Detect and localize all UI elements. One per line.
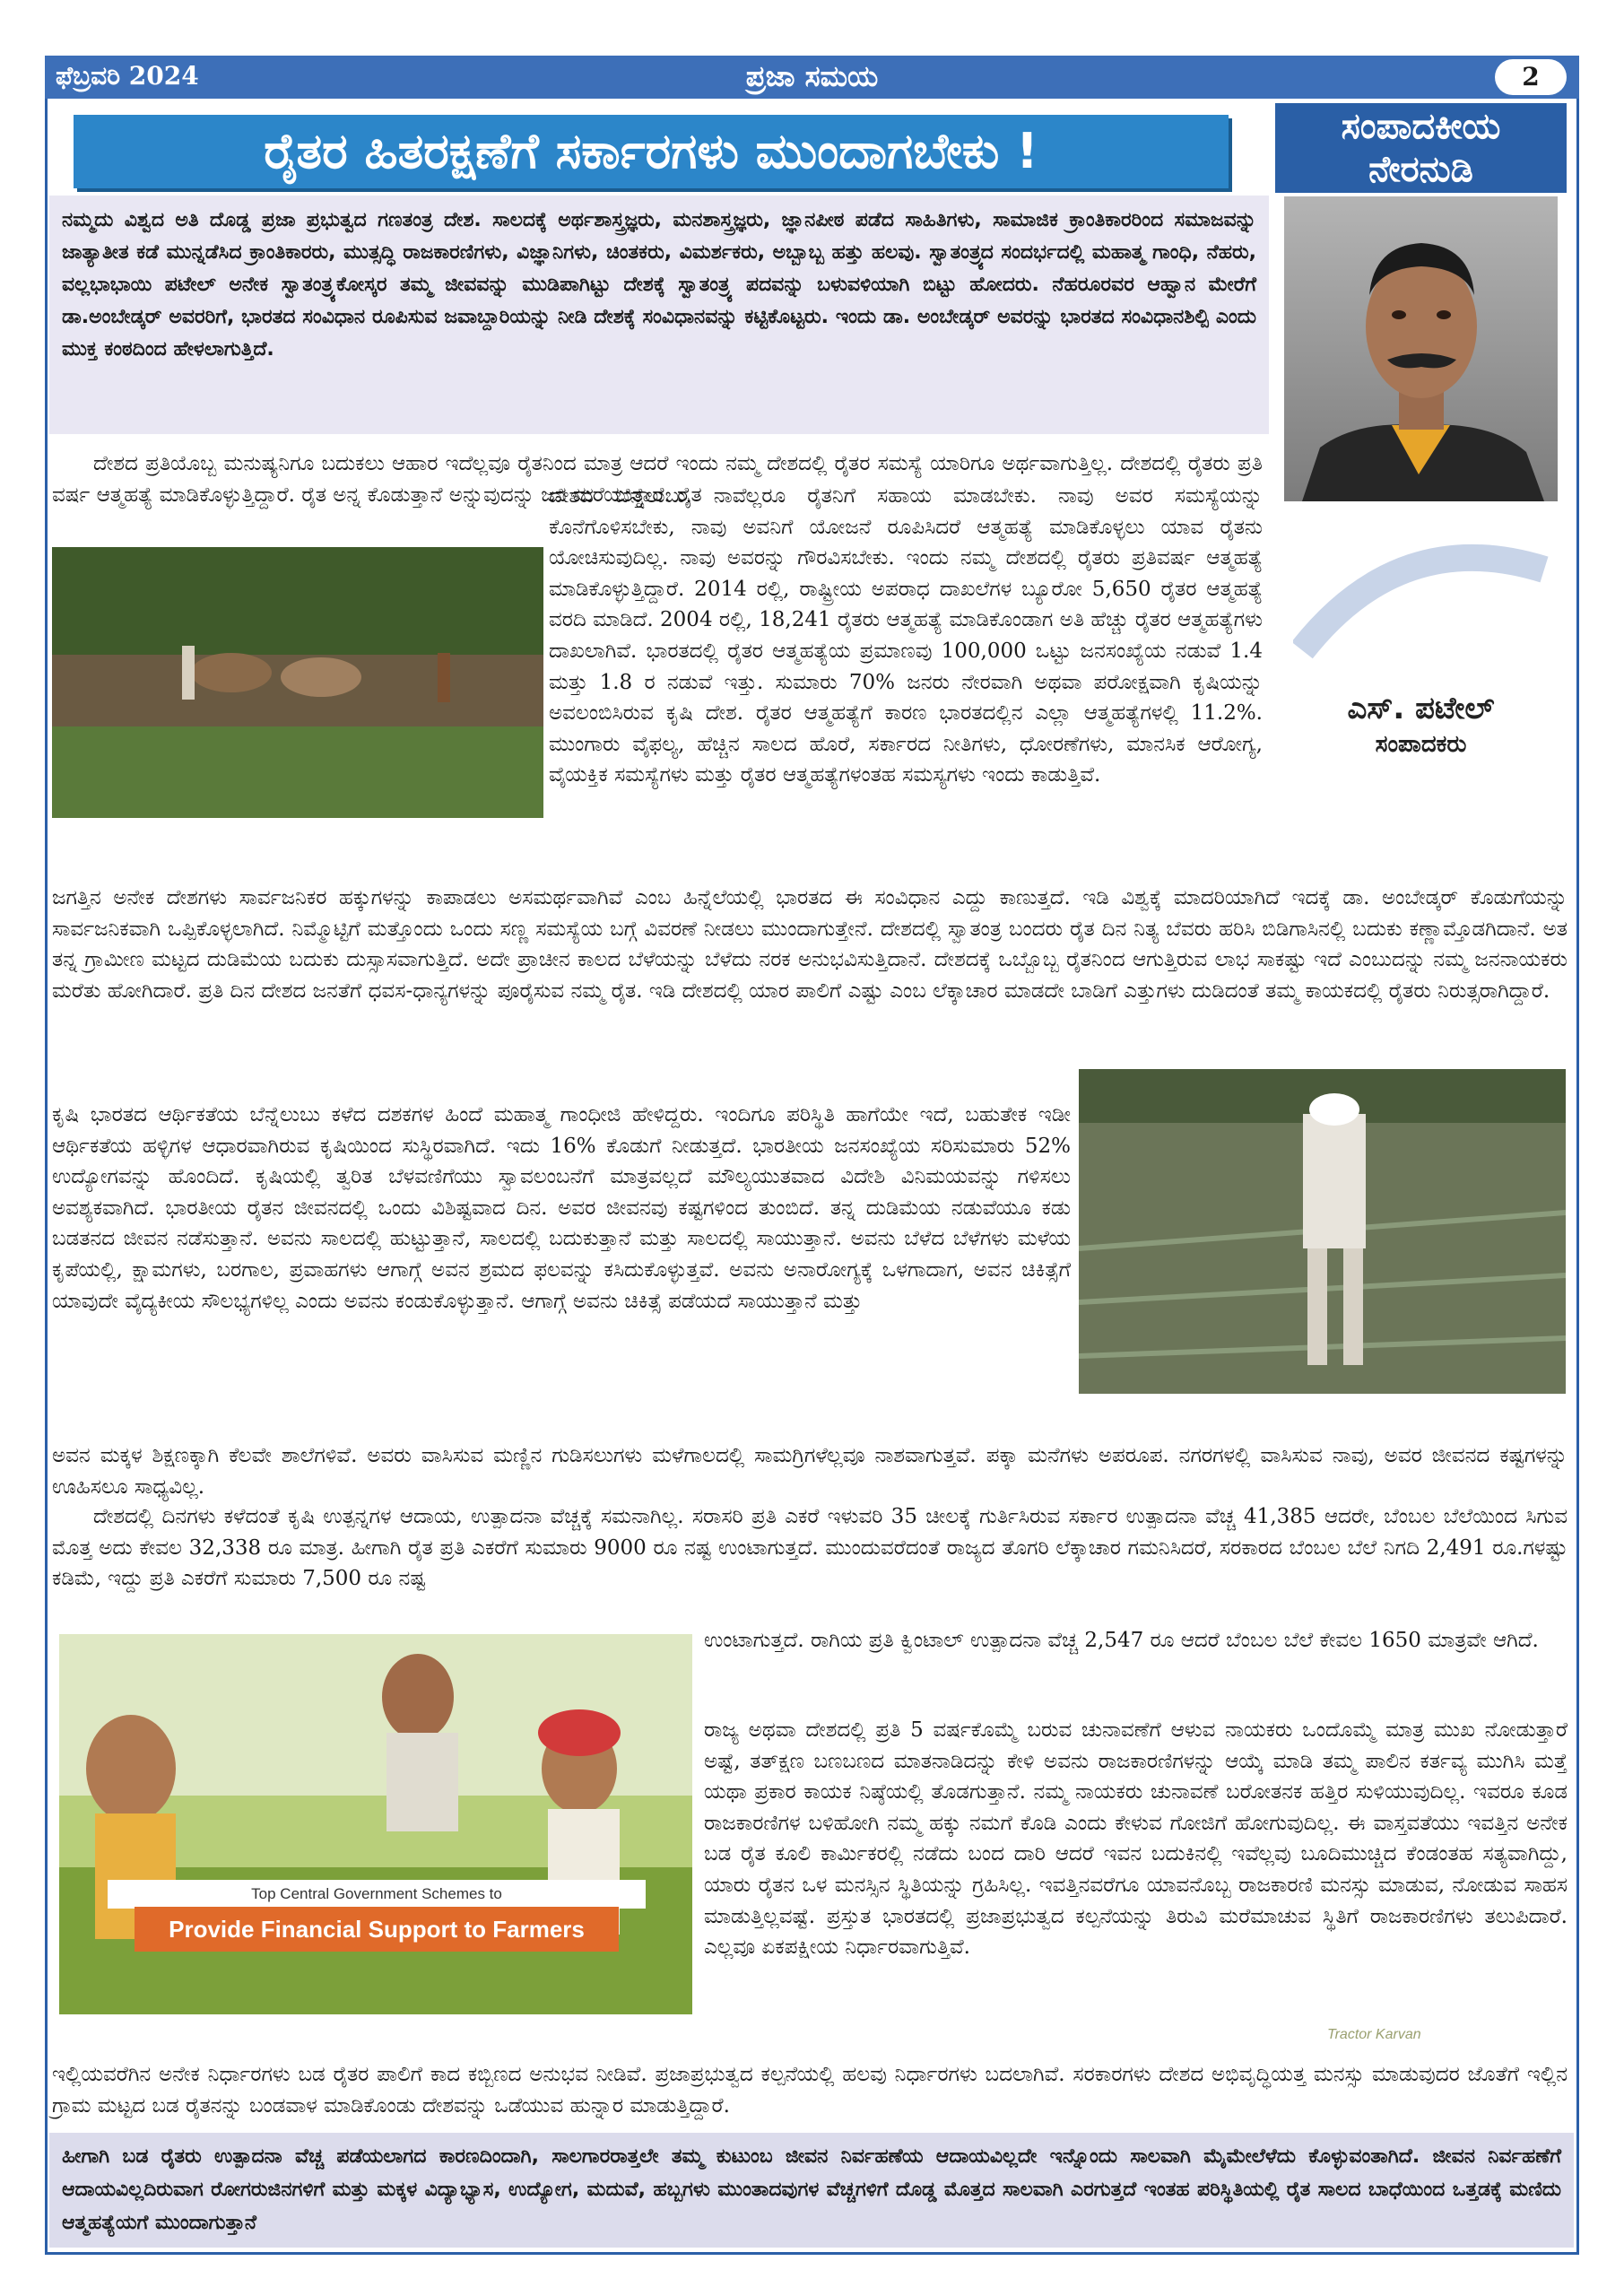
editorial-label: ಸಂಪಾದಕೀಯ <box>1341 106 1501 147</box>
paragraph-3-end: ಅವನ ಮಕ್ಕಳ ಶಿಕ್ಷಣಕ್ಕಾಗಿ ಕೆಲವೇ ಶಾಲೆಗಳಿವೆ. ಅವರು ವಾಸಿಸುವ ಮಣ್ಣಿನ ಗುಡಿಸಲುಗಳು ಮಳೆಗಾಲದಲ್ಲಿ ಸಾಮಗ್ರಿಗಳೆಲ್ಲವೂ ನಾಶವಾಗುತ್ತವೆ. ಪಕ್ಕಾ ಮನೆಗಳು ಅಪರೂಪ. ನಗರಗಳಲ್ಲಿ ವಾಸಿಸುವ ನಾವು, ಅವರ ಜೀವನದ ಕಷ್ಟಗಳನ್ನು ಊಹಿಸಲೂ ಸಾಧ್ಯವಿಲ್ಲ. <box>52 1444 1568 1499</box>
paragraph-3: ಕೃಷಿ ಭಾರತದ ಆರ್ಥಿಕತೆಯ ಬೆನ್ನೆಲುಬು ಕಳೆದ ದಶಕಗಳ ಹಿಂದೆ ಮಹಾತ್ಮ ಗಾಂಧೀಜಿ ಹೇಳಿದ್ದರು. ಇಂದಿಗೂ ಪರಿಸ್ಥಿತಿ ಹಾಗೆಯೇ ಇದೆ, ಬಹುತೇಕ ಇಡೀ ಆರ್ಥಿಕತೆಯ ಹಳ್ಳಿಗಳ ಆಧಾರವಾಗಿರುವ ಕೃಷಿಯಿಂದ ಸುಸ್ಥಿರವಾಗಿದೆ. ಇದು 16% ಕೊಡುಗೆ ನೀಡುತ್ತದೆ. ಭಾರತೀಯ ಜನಸಂಖ್ಯೆಯ ಸರಿಸುಮಾರು 52% ಉದ್ಯೋಗವನ್ನು ಹೊಂದಿದೆ. ಕೃಷಿಯಲ್ಲಿ ತ್ವರಿತ ಬೆಳವಣಿಗೆಯು ಸ್ವಾವಲಂಬನೆಗೆ ಮಾತ್ರವಲ್ಲದೆ ಮೌಲ್ಯಯುತವಾದ ವಿದೇಶಿ ವಿನಿಮಯವನ್ನು ಗಳಿಸಲು ಅವಶ್ಯಕವಾಗಿದೆ. ಭಾರತೀಯ ರೈತನ ಜೀವನದಲ್ಲಿ ಒಂದು ವಿಶಿಷ್ಟವಾದ ದಿನ. ಅವರ ಜೀವನವು ಕಷ್ಟಗಳಿಂದ ತುಂಬಿದೆ. ತನ್ನ ದುಡಿಮೆಯ ನಡುವೆಯೂ ಕಡು ಬಡತನದ ಜೀವನ ನಡೆಸುತ್ತಾನೆ. ಅವನು ಸಾಲದಲ್ಲಿ ಹುಟ್ಟುತ್ತಾನೆ, ಸಾಲದಲ್ಲಿ ಬದುಕುತ್ತಾನೆ ಮತ್ತು ಸಾಲದಲ್ಲಿ ಸಾಯುತ್ತಾನೆ. ಅವನು ಬೆಳೆದ ಬೆಳೆಗಳು ಮಳೆಯ ಕೃಪೆಯಲ್ಲಿ, ಕ್ಷಾಮಗಳು, ಬರಗಾಲ, ಪ್ರವಾಹಗಳು ಆಗಾಗ್ಗೆ ಅವನ ಶ್ರಮದ ಫಲವನ್ನು ಕಸಿದುಕೊಳ್ಳುತ್ತವೆ. ಅವನು ಅನಾರೋಗ್ಯಕ್ಕೆ ಒಳಗಾದಾಗ, ಅವನ ಚಿಕಿತ್ಸೆಗೆ ಯಾವುದೇ ವೈದ್ಯಕೀಯ ಸೌಲಭ್ಯಗಳಿಲ್ಲ ಎಂದು ಅವನು ಕಂಡುಕೊಳ್ಳುತ್ತಾನೆ. ಆಗಾಗ್ಗೆ ಅವನು ಚಿಕಿತ್ಸೆ ಪಡೆಯದೆ ಸಾಯುತ್ತಾನೆ ಮತ್ತು <box>52 1103 1071 1313</box>
paragraph-5-end: ಇಲ್ಲಿಯವರೆಗಿನ ಅನೇಕ ನಿರ್ಧಾರಗಳು ಬಡ ರೈತರ ಪಾಲಿಗೆ ಕಾದ ಕಬ್ಬಿಣದ ಅನುಭವ ನೀಡಿವೆ. ಪ್ರಜಾಪ್ರಭುತ್ವದ ಕಲ್ಪನೆಯಲ್ಲಿ ಹಲವು ನಿರ್ಧಾರಗಳು ಬದಲಾಗಿವೆ. ಸರಕಾರಗಳು ದೇಶದ ಅಭಿವೃದ್ಧಿಯತ್ತ ಮನಸ್ಸು ಮಾಡುವುದರ ಜೊತೆಗೆ ಇಲ್ಲಿನ ಗ್ರಾಮ ಮಟ್ಟದ ಬಡ ರೈತನನ್ನು ಬಂಡವಾಳ ಮಾಡಿಕೊಂಡು ದೇಶವನ್ನು ಒಡೆಯುವ ಹುನ್ನಾರ ಮಾಡುತ್ತಿದ್ದಾರೆ. <box>52 2063 1568 2118</box>
paragraph-4-right: ಉಂಟಾಗುತ್ತದೆ. ರಾಗಿಯ ಪ್ರತಿ ಕ್ವಿಂಟಾಲ್ ಉತ್ಪಾದನಾ ವೆಚ್ಚ 2,547 ರೂ ಆದರೆ ಬೆಂಬಲ ಬೆಲೆ ಕೇವಲ 1650 ಮಾತ್ರವೇ ಆಗಿದೆ. <box>704 1629 1539 1652</box>
farmers-scheme-image <box>59 1634 692 2014</box>
editor-portrait <box>1284 196 1558 501</box>
masthead <box>45 56 1579 99</box>
paragraph-4-top: ದೇಶದಲ್ಲಿ ದಿನಗಳು ಕಳೆದಂತೆ ಕೃಷಿ ಉತ್ಪನ್ನಗಳ ಆದಾಯ, ಉತ್ಪಾದನಾ ವೆಚ್ಚಕ್ಕೆ ಸಮನಾಗಿಲ್ಲ. ಸರಾಸರಿ ಪ್ರತಿ ಎಕರೆ ಇಳುವರಿ 35 ಚೀಲಕ್ಕೆ ಗುರ್ತಿಸಿರುವ ಸರ್ಕಾರ ಉತ್ಪಾದನಾ ವೆಚ್ಚ 41,385 ಆದರೇ, ಬೆಂಬಲ ಬೆಲೆಯಿಂದ ಸಿಗುವ ಮೊತ್ತ ಅದು ಕೇವಲ 32,338 ರೂ ಮಾತ್ರ. ಹೀಗಾಗಿ ರೈತ ಪ್ರತಿ ಎಕರೆಗೆ ಸುಮಾರು 9000 ರೂ ನಷ್ಟ ಉಂಟಾಗುತ್ತದೆ. ಮುಂದುವರೆದಂತೆ ರಾಜ್ಯದ ತೊಗರಿ ಲೆಕ್ಕಾಚಾರ ಗಮನಿಸಿದರೆ, ಸರಕಾರದ ಬೆಂಬಲ ಬೆಲೆ ನಿಗದಿ 2,491 ರೂ.ಗಳಷ್ಟು ಕಡಿಮೆ, ಇದ್ದು ಪ್ರತಿ ಎಕರೆಗೆ ಸುಮಾರು 7,500 ರೂ ನಷ್ಟ <box>52 1505 1568 1591</box>
scheme-banner-large: Provide Financial Support to Farmers <box>135 1907 619 1952</box>
paper-name: ಪ್ರಜಾ ಸಮಯ <box>745 59 879 93</box>
intro-paragraph: ನಮ್ಮದು ವಿಶ್ವದ ಅತಿ ದೊಡ್ಡ ಪ್ರಜಾ ಪ್ರಭುತ್ವದ ಗಣತಂತ್ರ ದೇಶ. ಸಾಲದಕ್ಕೆ ಅರ್ಥಶಾಸ್ತ್ರಜ್ಞರು, ಮನಶಾಸ್ತ್ರಜ್ಞರು, ಜ್ಞಾನಪೀಠ ಪಡೆದ ಸಾಹಿತಿಗಳು, ಸಾಮಾಜಿಕ ಕ್ರಾಂತಿಕಾರರಿಂದ ಸಮಾಜವನ್ನು ಜಾತ್ಯಾತೀತ ಕಡೆ ಮುನ್ನಡೆಸಿದ ಕ್ರಾಂತಿಕಾರರು, ಮುತ್ಸದ್ಧಿ ರಾಜಕಾರಣಿಗಳು, ವಿಜ್ಞಾನಿಗಳು, ಚಿಂತಕರು, ವಿಮರ್ಶಕರು, ಅಬ್ಬಾಬ್ಬ ಹತ್ತು ಹಲವು. ಸ್ವಾತಂತ್ರ್ಯದ ಸಂದರ್ಭದಲ್ಲಿ ಮಹಾತ್ಮ ಗಾಂಧಿ, ನೆಹರು, ವಲ್ಲಭಾಭಾಯಿ ಪಟೇಲ್ ಅನೇಕ ಸ್ವಾತಂತ್ರ್ಯಕೋಸ್ಕರ ತಮ್ಮ ಜೀವವನ್ನು ಮುಡಿಪಾಗಿಟ್ಟು ದೇಶಕ್ಕೆ ಸ್ವಾತಂತ್ರ್ಯ ಪದವನ್ನು ಬಳುವಳಿಯಾಗಿ ಬಿಟ್ಟು ಹೋದರು. ನೆಹರೂರವರ ಆಹ್ವಾನ ಮೇರೆಗೆ ಡಾ.ಅಂಬೇಡ್ಕರ್ ಅವರರಿಗೆ, ಭಾರತದ ಸಂವಿಧಾನ ರೂಪಿಸುವ ಜವಾಬ್ದಾರಿಯನ್ನು ನೀಡಿ ದೇಶಕ್ಕೆ ಸಂವಿಧಾನವನ್ನು ಕಟ್ಟಿಕೊಟ್ಟರು. ಇಂದು ಡಾ. ಅಂಬೇಡ್ಕರ್ ಅವರನ್ನು ಭಾರತದ ಸಂವಿಧಾನಶಿಲ್ಪಿ ಎಂದು ಮುಕ್ತ ಕಂಠದಿಂದ ಹೇಳಲಾಗುತ್ತಿದೆ. <box>49 196 1269 434</box>
editorial-box <box>1275 103 1567 195</box>
page-number: 2 <box>1495 59 1567 95</box>
issue-date: ಫೆಬ್ರವರಿ 2024 <box>56 61 199 91</box>
decorative-swirl <box>1293 516 1553 686</box>
image-watermark: Tractor Karvan <box>1327 2027 1421 2042</box>
paragraph-5-right: ರಾಜ್ಯ ಅಥವಾ ದೇಶದಲ್ಲಿ ಪ್ರತಿ 5 ವರ್ಷಕೊಮ್ಮೆ ಬರುವ ಚುನಾವಣೆಗೆ ಆಳುವ ನಾಯಕರು ಒಂದೊಮ್ಮೆ ಮಾತ್ರ ಮುಖ ನೋಡುತ್ತಾರೆ ಅಷ್ಟೆ, ತತ್‌ಕ್ಷಣ ಬಣಬಣದ ಮಾತನಾಡಿದನ್ನು ಕೇಳಿ ಅವನು ರಾಜಕಾರಣಿಗಳನ್ನು ಆಯ್ಕೆ ಮಾಡಿ ತಮ್ಮ ಪಾಲಿನ ಕರ್ತವ್ಯ ಮುಗಿಸಿ ಮತ್ತೆ ಯಥಾ ಪ್ರಕಾರ ಕಾಯಕ ನಿಷ್ಠೆಯಲ್ಲಿ ತೊಡಗುತ್ತಾನೆ. ನಮ್ಮ ನಾಯಕರು ಚುನಾವಣೆ ಬರೋತನಕ ಹತ್ತಿರ ಸುಳಿಯುವುದಿಲ್ಲ. ಇವರೂ ಕೂಡ ರಾಜಕಾರಣಿಗಳ ಬಳಿಹೋಗಿ ನಮ್ಮ ಹಕ್ಕು ನಮಗೆ ಕೊಡಿ ಎಂದು ಕೇಳುವ ಗೋಜಿಗೆ ಹೋಗುವುದಿಲ್ಲ. ಈ ವಾಸ್ತವತೆಯು ಇವತ್ತಿನ ಅನೇಕ ಬಡ ರೈತ ಕೂಲಿ ಕಾರ್ಮಿಕರಲ್ಲಿ ನಡೆದು ಬಂದ ದಾರಿ ಆದರೆ ಇವನ ಬದುಕಿನಲ್ಲಿ ಇವೆಲ್ಲವು ಬೂದಿಮುಚ್ಚಿದ ಕೆಂಡಂತಹ ಸತ್ಯವಾಗಿದ್ದು, ಯಾರು ರೈತನ ಒಳ ಮನಸ್ಸಿನ ಸ್ಥಿತಿಯನ್ನು ಗ್ರಹಿಸಿಲ್ಲ. ಇವತ್ತಿನವರೆಗೂ ಯಾವನೊಬ್ಬ ರಾಜಕಾರಣಿ ಮನಸ್ಸು ಮಾಡುವ, ನೋಡುವ ಸಾಹಸ ಮಾಡುತ್ತಿಲ್ಲವಷ್ಟೆ. ಪ್ರಸ್ತುತ ಭಾರತದಲ್ಲಿ ಪ್ರಜಾಪ್ರಭುತ್ವದ ಕಲ್ಪನೆಯನ್ನು ತಿರುವಿ ಮರೆಮಾಚುವ ಸ್ಥಿತಿಗೆ ರಾಜಕಾರಣಿಗಳು ತಲುಪಿದಾರೆ. ಎಲ್ಲವೂ ಏಕಪಕ್ಷೀಯ ನಿರ್ಧಾರವಾಗುತ್ತಿವೆ. <box>704 1718 1568 1960</box>
editor-title: ಸಂಪಾದಕರು <box>1375 731 1467 758</box>
farmer-ploughing-image <box>52 547 543 818</box>
scheme-banner-small: Top Central Government Schemes to <box>108 1880 646 1909</box>
paragraph-1-top: ದೇಶದ ಪ್ರತಿಯೊಬ್ಬ ಮನುಷ್ಯನಿಗೂ ಬದುಕಲು ಆಹಾರ ಇದೆಲ್ಲವೂ ರೈತನಿಂದ ಮಾತ್ರ ಆದರೆ ಇಂದು ನಮ್ಮ ದೇಶದಲ್ಲಿ ರೈತರ ಸಮಸ್ಯೆ ಯಾರಿಗೂ ಅರ್ಥವಾಗುತ್ತಿಲ್ಲ. ದೇಶದಲ್ಲಿ ರೈತರು ಪ್ರತಿ ವರ್ಷ ಆತ್ಮಹತ್ಯೆ ಮಾಡಿಕೊಳ್ಳುತ್ತಿದ್ದಾರೆ. ರೈತ ಅನ್ನ ಕೊಡುತ್ತಾನೆ ಅನ್ನುವುದನ್ನು ಜನ ಮರೆಯುತ್ತಾರೆ. ರೈತ <box>52 452 1263 507</box>
paragraph-2: ಜಗತ್ತಿನ ಅನೇಕ ದೇಶಗಳು ಸಾರ್ವಜನಿಕರ ಹಕ್ಕುಗಳನ್ನು ಕಾಪಾಡಲು ಅಸಮರ್ಥವಾಗಿವೆ ಎಂಬ ಹಿನ್ನೆಲೆಯಲ್ಲಿ ಭಾರತದ ಈ ಸಂವಿಧಾನ ಎದ್ದು ಕಾಣುತ್ತದೆ. ಇಡಿ ವಿಶ್ವಕ್ಕೆ ಮಾದರಿಯಾಗಿದೆ ಇದಕ್ಕೆ ಡಾ. ಅಂಬೇಡ್ಕರ್ ಕೊಡುಗೆಯನ್ನು ಸಾರ್ವಜನಿಕವಾಗಿ ಒಪ್ಪಿಕೊಳ್ಳಲಾಗಿದೆ. ನಿಮ್ಮೊಟ್ಟಿಗೆ ಮತ್ತೊಂದು ಒಂದು ಸಣ್ಣ ಸಮಸ್ಯೆಯ ಬಗ್ಗೆ ವಿವರಣೆ ನೀಡಲು ಮುಂದಾಗುತ್ತೇನೆ. ದೇಶದಲ್ಲಿ ಸ್ವಾತಂತ್ರ ಬಂದರು ರೈತ ದಿನ ನಿತ್ಯ ಬೆವರು ಹರಿಸಿ ಬಿಡಿಗಾಸಿನಲ್ಲಿ ಬದುಕು ಕಣ್ಣಾಮ್ತೊಡಗಿದಾನೆ. ಅತ ತನ್ನ ಗ್ರಾಮೀಣ ಮಟ್ಟದ ದುಡಿಮೆಯ ಬದುಕು ದುಸ್ಸಾಸವಾಗುತ್ತಿದೆ. ಅದೇ ಪ್ರಾಚೀನ ಕಾಲದ ಬೆಳೆಯನ್ನು ಬೆಳೆದು ನರಕ ಅನುಭವಿಸುತ್ತಿದಾನೆ. ದೇಶದಕ್ಕೆ ಒಬ್ಬೊಬ್ಬ ರೈತನಿಂದ ಆಗುತ್ತಿರುವ ಲಾಭ ಸಾಕಷ್ಟು ಇದೆ ಎಂಬುದನ್ನು ನಮ್ಮ ಜನನಾಯಕರು ಮರೆತು ಹೋಗಿದಾರೆ. ಪ್ರತಿ ದಿನ ದೇಶದ ಜನತೆಗೆ ಧವಸ-ಧಾನ್ಯಗಳನ್ನು ಪೂರೈಸುವ ನಮ್ಮ ರೈತ. ಇಡಿ ದೇಶದಲ್ಲಿ ಯಾರ ಪಾಲಿಗೆ ಎಷ್ಟು ಎಂಬ ಲೆಕ್ಕಾಚಾರ ಮಾಡದೇ ಬಾಡಿಗೆ ಎತ್ತುಗಳು ದುಡಿದಂತೆ ತಮ್ಮ ಕಾಯಕದಲ್ಲಿ ರೈತರು ನಿರುತ್ಸರಾಗಿದ್ದಾರೆ. <box>52 886 1568 1003</box>
farmer-walking-image <box>1079 1069 1566 1394</box>
closing-paragraph: ಹೀಗಾಗಿ ಬಡ ರೈತರು ಉತ್ಪಾದನಾ ವೆಚ್ಚ ಪಡೆಯಲಾಗದ ಕಾರಣದಿಂದಾಗಿ, ಸಾಲಗಾರರಾತ್ತಲೇ ತಮ್ಮ ಕುಟುಂಬ ಜೀವನ ನಿರ್ವಹಣೆಯ ಆದಾಯವಿಲ್ಲದೇ ಇನ್ನೊಂದು ಸಾಲವಾಗಿ ಮೈಮೇಲೆಳೆದು ಕೊಳ್ಳುವಂತಾಗಿದೆ. ಜೀವನ ನಿರ್ವಹಣೆಗೆ ಆದಾಯವಿಲ್ಲದಿರುವಾಗ ರೋಗರುಜಿನಗಳಿಗೆ ಮತ್ತು ಮಕ್ಕಳ ವಿದ್ಯಾಭ್ಯಾಸ, ಉದ್ಯೋಗ, ಮದುವೆ, ಹಬ್ಬಗಳು ಮುಂತಾದವುಗಳ ವೆಚ್ಚಗಳಿಗೆ ದೊಡ್ಡ ಮೊತ್ತದ ಸಾಲವಾಗಿ ಎರಗುತ್ತದೆ ಇಂತಹ ಪರಿಸ್ಥಿತಿಯಲ್ಲಿ ರೈತ ಸಾಲದ ಬಾಧೆಯಿಂದ ಒತ್ತಡಕ್ಕೆ ಮಣಿದು ಆತ್ಮಹತ್ಯೆಯಗೆ ಮುಂದಾಗುತ್ತಾನೆ <box>49 2133 1574 2248</box>
paragraph-1-right: ದೇಶದ ಬೆನ್ನೆಲುಬು. ನಾವೆಲ್ಲರೂ ರೈತನಿಗೆ ಸಹಾಯ ಮಾಡಬೇಕು. ನಾವು ಅವರ ಸಮಸ್ಯೆಯನ್ನು ಕೊನೆಗೊಳಿಸಬೇಕು, ನಾವು ಅವನಿಗೆ ಯೋಜನೆ ರೂಪಿಸಿದರೆ ಆತ್ಮಹತ್ಯೆ ಮಾಡಿಕೊಳ್ಳಲು ಯಾವ ರೈತನು ಯೋಚಿಸುವುದಿಲ್ಲ. ನಾವು ಅವರನ್ನು ಗೌರವಿಸಬೇಕು. ಇಂದು ನಮ್ಮ ದೇಶದಲ್ಲಿ ರೈತರು ಪ್ರತಿವರ್ಷ ಆತ್ಮಹತ್ಯೆ ಮಾಡಿಕೊಳ್ಳುತ್ತಿದ್ದಾರೆ. 2014 ರಲ್ಲಿ, ರಾಷ್ಟ್ರೀಯ ಅಪರಾಧ ದಾಖಲೆಗಳ ಬ್ಯೂರೋ 5,650 ರೈತರ ಆತ್ಮಹತ್ಯೆ ವರದಿ ಮಾಡಿದೆ. 2004 ರಲ್ಲಿ, 18,241 ರೈತರು ಆತ್ಮಹತ್ಯೆ ಮಾಡಿಕೊಂಡಾಗ ಅತಿ ಹೆಚ್ಚು ರೈತರ ಆತ್ಮಹತ್ಯೆಗಳು ದಾಖಲಾಗಿವೆ. ಭಾರತದಲ್ಲಿ ರೈತರ ಆತ್ಮಹತ್ಯೆಯ ಪ್ರಮಾಣವು 100,000 ಒಟ್ಟು ಜನಸಂಖ್ಯೆಯ ನಡುವೆ 1.4 ಮತ್ತು 1.8 ರ ನಡುವೆ ಇತ್ತು. ಸುಮಾರು 70% ಜನರು ನೇರವಾಗಿ ಅಥವಾ ಪರೋಕ್ಷವಾಗಿ ಕೃಷಿಯನ್ನು ಅವಲಂಬಿಸಿರುವ ಕೃಷಿ ದೇಶ. ರೈತರ ಆತ್ಮಹತ್ಯೆಗೆ ಕಾರಣ ಭಾರತದಲ್ಲಿನ ಎಲ್ಲಾ ಆತ್ಮಹತ್ಯೆಗಳಲ್ಲಿ 11.2%. ಮುಂಗಾರು ವೈಫಲ್ಯ, ಹೆಚ್ಚಿನ ಸಾಲದ ಹೊರೆ, ಸರ್ಕಾರದ ನೀತಿಗಳು, ಧೋರಣೆಗಳು, ಮಾನಸಿಕ ಆರೋಗ್ಯ, ವೈಯಕ್ತಿಕ ಸಮಸ್ಯೆಗಳು ಮತ್ತು ರೈತರ ಆತ್ಮಹತ್ಯೆಗಳಂತಹ ಸಮಸ್ಯಗಳು ಇಂದು ಕಾಡುತ್ತಿವೆ. <box>549 484 1263 787</box>
editor-name: ಎಸ್. ಪಟೇಲ್ <box>1347 691 1495 726</box>
editor-photo-block <box>1275 193 1567 758</box>
editorial-sublabel: ನೇರನುಡಿ <box>1368 149 1473 190</box>
headline: ರೈತರ ಹಿತರಕ್ಷಣೆಗೆ ಸರ್ಕಾರಗಳು ಮುಂದಾಗಬೇಕು ! <box>74 115 1229 188</box>
